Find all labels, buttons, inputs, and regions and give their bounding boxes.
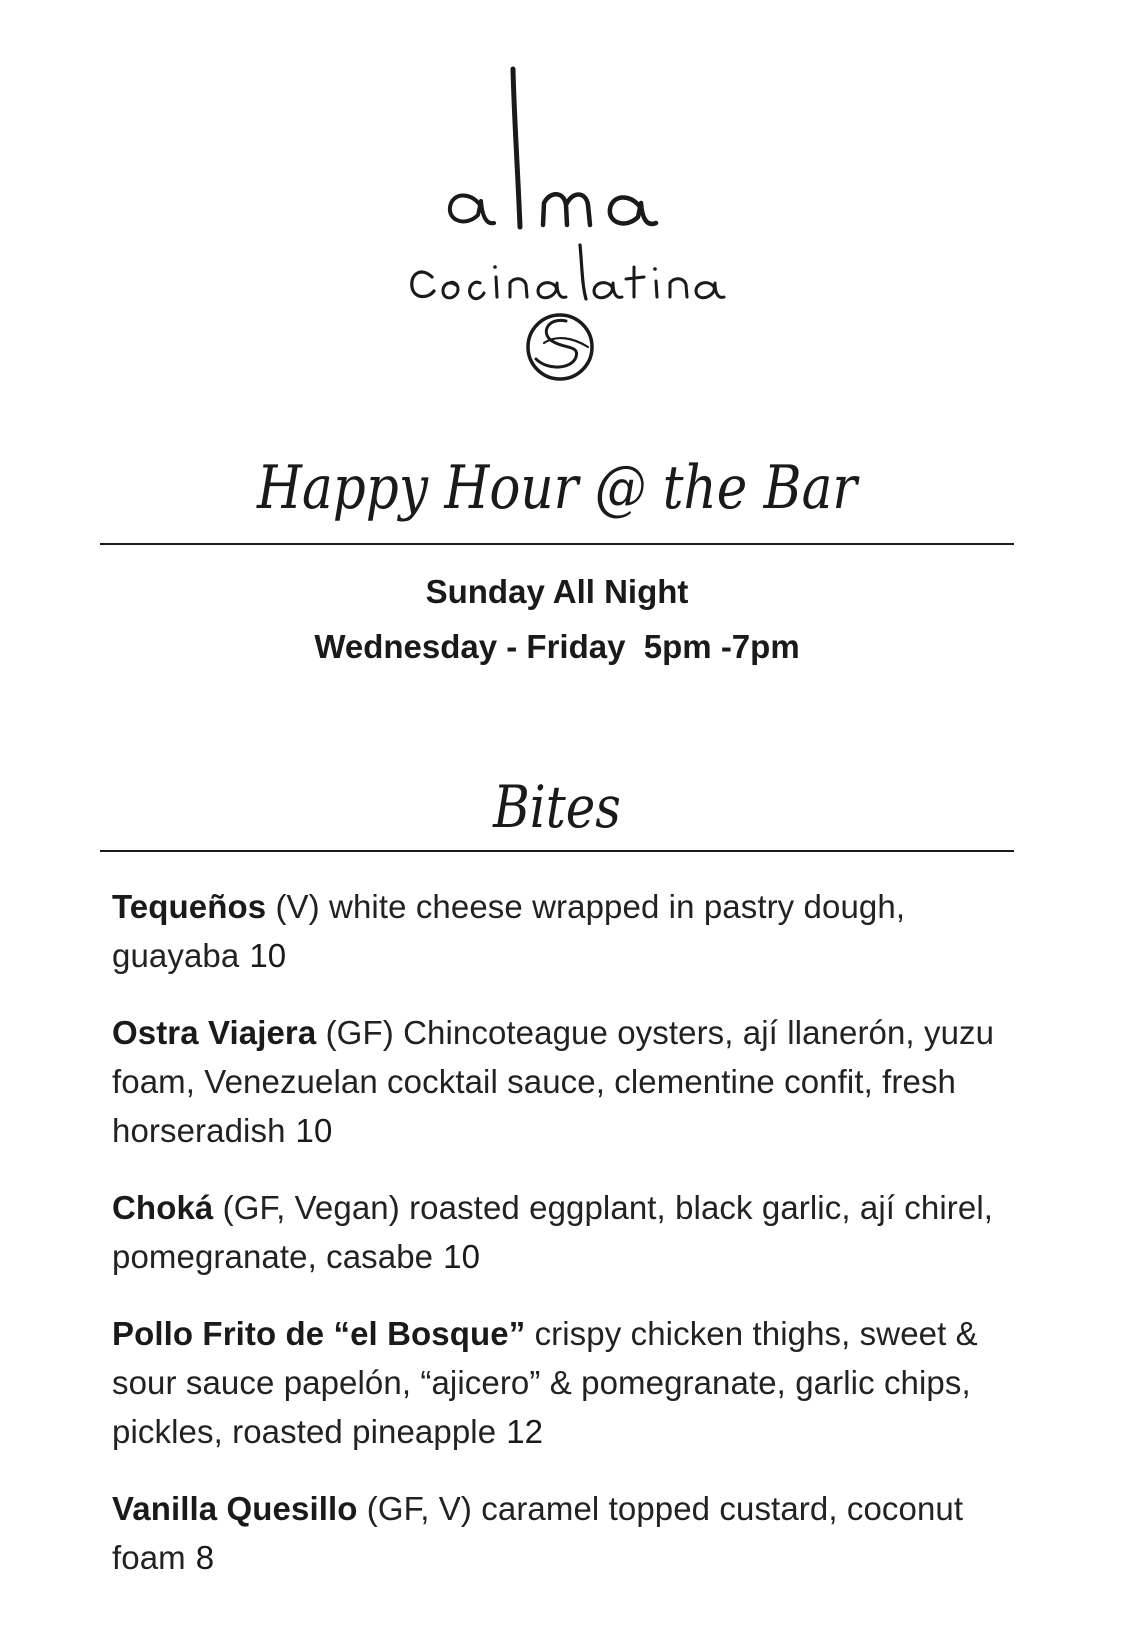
menu-item-price: 12 — [506, 1413, 544, 1450]
menu-item-description: (GF, V) caramel topped custard, coconut foam — [112, 1490, 964, 1576]
alma-logo-artwork — [0, 55, 1126, 405]
menu-item-description: (GF, Vegan) roasted eggplant, black garlic, ají chirel, pomegranate, casabe — [112, 1189, 994, 1275]
happy-hour-title: Happy Hour @ the Bar — [256, 453, 858, 523]
happy-hour-schedule — [100, 564, 1014, 674]
schedule-line-sunday: Sunday All Night — [425, 573, 689, 610]
bites-divider — [100, 850, 1014, 852]
menu-item-description: (GF) Chincoteague oysters, ají llanerón, yuzu foam, Venezuelan cocktail sauce, clementine confit, fresh horseradish — [112, 1014, 995, 1149]
menu-item-name: Choká — [112, 1189, 214, 1226]
menu-item-name: Tequeños — [112, 888, 267, 925]
menu-item-ostra-viajera — [112, 1008, 1002, 1155]
menu-item-price: 10 — [443, 1238, 481, 1275]
bites-menu-list — [112, 882, 1002, 1610]
menu-item-name: Pollo Frito de “el Bosque” — [112, 1315, 526, 1352]
menu-item-name: Ostra Viajera — [112, 1014, 317, 1051]
title-divider — [100, 543, 1014, 545]
alma-logo — [0, 55, 1126, 405]
bites-title: Bites — [493, 773, 621, 841]
menu-item-vanilla-quesillo — [112, 1484, 1002, 1582]
schedule-line-weekdays: Wednesday - Friday 5pm -7pm — [314, 628, 800, 665]
menu-item-pollo-frito — [112, 1309, 1002, 1456]
menu-item-price: 8 — [195, 1539, 215, 1576]
menu-item-description: crispy chicken thighs, sweet & sour sauce papelón, “ajicero” & pomegranate, garlic chips, pickles, roasted pineapple — [112, 1315, 978, 1450]
menu-item-choka — [112, 1183, 1002, 1281]
menu-item-name: Vanilla Quesillo — [112, 1490, 358, 1527]
menu-item-description: (V) white cheese wrapped in pastry dough, guayaba — [112, 888, 906, 974]
menu-item-tequenos — [112, 882, 1002, 980]
menu-item-price: 10 — [295, 1112, 333, 1149]
menu-item-price: 10 — [249, 937, 287, 974]
